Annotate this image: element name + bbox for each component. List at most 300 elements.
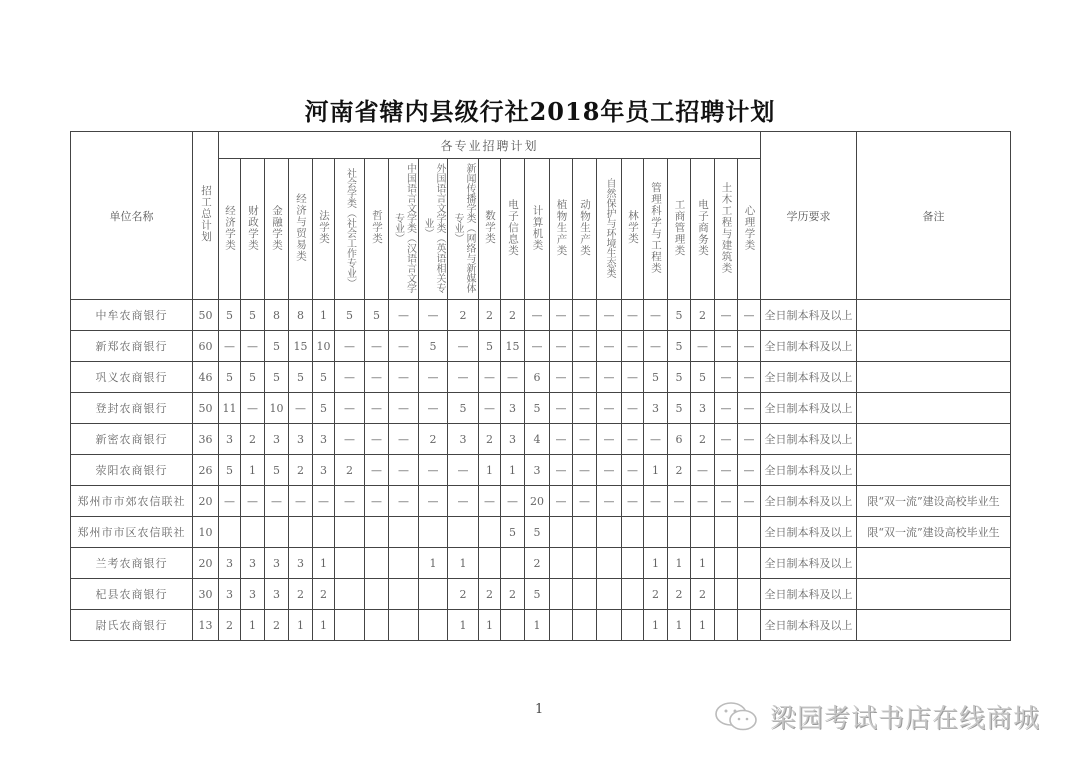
- major-count-cell: [573, 517, 597, 548]
- major-count-cell: 3: [265, 579, 289, 610]
- total-cell: 26: [193, 455, 219, 486]
- major-count-cell: —: [448, 455, 479, 486]
- major-count-cell: [448, 517, 479, 548]
- major-count-cell: 4: [525, 424, 550, 455]
- major-count-cell: [419, 579, 448, 610]
- major-count-cell: —: [365, 486, 389, 517]
- major-count-cell: —: [622, 362, 644, 393]
- major-count-cell: 5: [219, 455, 241, 486]
- major-count-cell: —: [365, 393, 389, 424]
- major-count-cell: 2: [289, 455, 313, 486]
- major-count-cell: 3: [525, 455, 550, 486]
- major-count-cell: —: [573, 393, 597, 424]
- major-header: 经济学类: [219, 159, 241, 300]
- unit-header: 单位名称: [71, 132, 193, 300]
- major-header: 金融学类: [265, 159, 289, 300]
- major-count-cell: 2: [525, 548, 550, 579]
- major-count-cell: 2: [668, 455, 691, 486]
- major-count-cell: 5: [241, 362, 265, 393]
- major-count-cell: 5: [668, 300, 691, 331]
- major-count-cell: [219, 517, 241, 548]
- major-header: 中国语言文学类（汉语言文学专业）: [389, 159, 419, 300]
- major-count-cell: —: [389, 393, 419, 424]
- major-count-cell: —: [335, 331, 365, 362]
- major-count-cell: 5: [644, 362, 668, 393]
- major-count-cell: 15: [289, 331, 313, 362]
- major-count-cell: —: [622, 300, 644, 331]
- major-count-cell: —: [622, 486, 644, 517]
- major-count-cell: [573, 579, 597, 610]
- major-count-cell: —: [738, 424, 761, 455]
- major-count-cell: 5: [219, 362, 241, 393]
- major-count-cell: 1: [289, 610, 313, 641]
- major-count-cell: 5: [335, 300, 365, 331]
- major-count-cell: 5: [219, 300, 241, 331]
- major-count-cell: 2: [289, 579, 313, 610]
- major-count-cell: 5: [365, 300, 389, 331]
- major-count-cell: 6: [525, 362, 550, 393]
- table-row: [71, 610, 1011, 641]
- major-count-cell: 5: [668, 331, 691, 362]
- major-count-cell: —: [289, 393, 313, 424]
- major-count-cell: —: [501, 362, 525, 393]
- major-count-cell: [597, 579, 622, 610]
- major-count-cell: 5: [525, 517, 550, 548]
- major-count-cell: —: [448, 486, 479, 517]
- major-count-cell: —: [550, 393, 573, 424]
- major-header: 电子信息类: [501, 159, 525, 300]
- major-count-cell: —: [335, 486, 365, 517]
- major-count-cell: [738, 517, 761, 548]
- major-count-cell: 1: [644, 548, 668, 579]
- major-count-cell: [715, 548, 738, 579]
- major-count-cell: —: [715, 393, 738, 424]
- major-count-cell: 5: [448, 393, 479, 424]
- major-count-cell: [715, 610, 738, 641]
- major-count-cell: 2: [668, 579, 691, 610]
- major-count-cell: 3: [289, 548, 313, 579]
- major-count-cell: 1: [525, 610, 550, 641]
- major-count-cell: —: [573, 424, 597, 455]
- major-count-cell: —: [419, 362, 448, 393]
- major-count-cell: 3: [219, 424, 241, 455]
- table-row: [71, 393, 1011, 424]
- major-header: 电子商务类: [691, 159, 715, 300]
- major-count-cell: 3: [265, 424, 289, 455]
- major-count-cell: 2: [265, 610, 289, 641]
- major-count-cell: [597, 548, 622, 579]
- major-count-cell: 2: [219, 610, 241, 641]
- major-count-cell: —: [738, 362, 761, 393]
- major-count-cell: 1: [448, 610, 479, 641]
- education-cell: 全日制本科及以上: [761, 610, 857, 641]
- major-count-cell: —: [419, 486, 448, 517]
- major-count-cell: —: [550, 300, 573, 331]
- major-count-cell: 2: [501, 300, 525, 331]
- major-count-cell: 5: [501, 517, 525, 548]
- major-count-cell: 2: [335, 455, 365, 486]
- major-count-cell: —: [691, 455, 715, 486]
- note-cell: [857, 455, 1011, 486]
- unit-name-cell: 郑州市市郊农信联社: [71, 486, 193, 517]
- table-row: [71, 331, 1011, 362]
- major-count-cell: [365, 579, 389, 610]
- major-count-cell: —: [448, 331, 479, 362]
- major-count-cell: [365, 548, 389, 579]
- major-count-cell: [289, 517, 313, 548]
- major-count-cell: 2: [501, 579, 525, 610]
- major-count-cell: —: [501, 486, 525, 517]
- note-header: 备注: [857, 132, 1011, 300]
- unit-name-cell: 荥阳农商银行: [71, 455, 193, 486]
- major-count-cell: 1: [644, 610, 668, 641]
- major-count-cell: 5: [479, 331, 501, 362]
- major-count-cell: 5: [525, 393, 550, 424]
- major-count-cell: —: [715, 362, 738, 393]
- major-count-cell: 5: [419, 331, 448, 362]
- major-count-cell: 20: [525, 486, 550, 517]
- total-cell: 20: [193, 548, 219, 579]
- education-cell: 全日制本科及以上: [761, 300, 857, 331]
- major-count-cell: 3: [313, 424, 335, 455]
- total-cell: 60: [193, 331, 219, 362]
- major-count-cell: [389, 610, 419, 641]
- major-count-cell: —: [622, 424, 644, 455]
- major-count-cell: —: [389, 424, 419, 455]
- major-count-cell: —: [550, 424, 573, 455]
- major-count-cell: —: [573, 486, 597, 517]
- recruitment-table: [70, 131, 1011, 641]
- total-cell: 46: [193, 362, 219, 393]
- major-count-cell: 3: [265, 548, 289, 579]
- major-count-cell: [389, 579, 419, 610]
- table-row: [71, 424, 1011, 455]
- major-count-cell: 5: [265, 455, 289, 486]
- total-cell: 10: [193, 517, 219, 548]
- major-count-cell: 8: [265, 300, 289, 331]
- page-title: 河南省辖内县级行社2018年员工招聘计划: [304, 97, 776, 126]
- major-count-cell: —: [715, 424, 738, 455]
- unit-name-cell: 兰考农商银行: [71, 548, 193, 579]
- major-count-cell: 1: [313, 610, 335, 641]
- major-count-cell: 1: [501, 455, 525, 486]
- major-count-cell: —: [644, 486, 668, 517]
- major-count-cell: —: [365, 455, 389, 486]
- major-header: 林学类: [622, 159, 644, 300]
- education-cell: 全日制本科及以上: [761, 362, 857, 393]
- table-row: [71, 362, 1011, 393]
- table-body: [71, 300, 1011, 641]
- major-count-cell: —: [644, 424, 668, 455]
- major-count-cell: [501, 610, 525, 641]
- major-count-cell: —: [525, 300, 550, 331]
- major-count-cell: [365, 517, 389, 548]
- major-header: 心理学类: [738, 159, 761, 300]
- total-cell: 30: [193, 579, 219, 610]
- major-count-cell: 5: [289, 362, 313, 393]
- major-count-cell: 2: [479, 300, 501, 331]
- wechat-icon: [712, 701, 762, 733]
- major-count-cell: 2: [419, 424, 448, 455]
- major-count-cell: 1: [479, 610, 501, 641]
- major-count-cell: [365, 610, 389, 641]
- major-header: 数学类: [479, 159, 501, 300]
- major-count-cell: —: [479, 362, 501, 393]
- major-header: 经济与贸易类: [289, 159, 313, 300]
- table-row: [71, 455, 1011, 486]
- major-count-cell: —: [389, 331, 419, 362]
- total-cell: 13: [193, 610, 219, 641]
- major-count-cell: 3: [313, 455, 335, 486]
- major-count-cell: 1: [691, 610, 715, 641]
- education-cell: 全日制本科及以上: [761, 393, 857, 424]
- major-count-cell: 3: [501, 424, 525, 455]
- major-count-cell: —: [335, 424, 365, 455]
- major-count-cell: —: [389, 362, 419, 393]
- major-count-cell: —: [622, 455, 644, 486]
- unit-name-cell: 登封农商银行: [71, 393, 193, 424]
- major-header: 植物生产类: [550, 159, 573, 300]
- major-count-cell: 2: [691, 424, 715, 455]
- major-count-cell: —: [597, 424, 622, 455]
- table-row: [71, 548, 1011, 579]
- major-count-cell: —: [389, 300, 419, 331]
- major-count-cell: [335, 548, 365, 579]
- major-count-cell: [573, 548, 597, 579]
- major-count-cell: —: [597, 331, 622, 362]
- major-header: 自然保护与环境生态类: [597, 159, 622, 300]
- major-header: 社会学类（社会工作专业）: [335, 159, 365, 300]
- major-header: 动物生产类: [573, 159, 597, 300]
- major-count-cell: —: [738, 486, 761, 517]
- note-cell: [857, 424, 1011, 455]
- major-count-cell: [335, 610, 365, 641]
- major-count-cell: 3: [448, 424, 479, 455]
- table-row: [71, 517, 1011, 548]
- note-cell: [857, 331, 1011, 362]
- major-count-cell: 1: [313, 548, 335, 579]
- major-count-cell: —: [550, 331, 573, 362]
- table-row: [71, 486, 1011, 517]
- major-count-cell: 3: [691, 393, 715, 424]
- unit-name-cell: 尉氏农商银行: [71, 610, 193, 641]
- major-count-cell: 5: [265, 362, 289, 393]
- major-count-cell: —: [691, 486, 715, 517]
- major-count-cell: [738, 579, 761, 610]
- major-count-cell: —: [448, 362, 479, 393]
- major-count-cell: —: [622, 393, 644, 424]
- watermark-text: 梁园考试书店在线商城: [770, 704, 1041, 734]
- major-count-cell: —: [550, 362, 573, 393]
- major-count-cell: —: [573, 331, 597, 362]
- major-count-cell: [241, 517, 265, 548]
- unit-name-cell: 杞县农商银行: [71, 579, 193, 610]
- major-count-cell: 5: [241, 300, 265, 331]
- major-count-cell: 3: [289, 424, 313, 455]
- note-cell: 限“双一流”建设高校毕业生: [857, 486, 1011, 517]
- total-cell: 36: [193, 424, 219, 455]
- major-count-cell: [738, 548, 761, 579]
- total-cell: 50: [193, 300, 219, 331]
- unit-name-cell: 新密农商银行: [71, 424, 193, 455]
- major-count-cell: [573, 610, 597, 641]
- note-cell: [857, 579, 1011, 610]
- total-cell: 20: [193, 486, 219, 517]
- major-count-cell: —: [241, 393, 265, 424]
- major-count-cell: [419, 610, 448, 641]
- major-header: 哲学类: [365, 159, 389, 300]
- major-header: 外国语言文学类（英语相关专业）: [419, 159, 448, 300]
- major-count-cell: 2: [448, 300, 479, 331]
- major-header: 工商管理类: [668, 159, 691, 300]
- major-count-cell: [335, 517, 365, 548]
- education-header: 学历要求: [761, 132, 857, 300]
- major-header: 计算机类: [525, 159, 550, 300]
- major-count-cell: 3: [501, 393, 525, 424]
- major-count-cell: —: [389, 486, 419, 517]
- major-count-cell: [738, 610, 761, 641]
- major-count-cell: —: [365, 424, 389, 455]
- major-count-cell: [501, 548, 525, 579]
- major-count-cell: 1: [691, 548, 715, 579]
- major-header: 财政学类: [241, 159, 265, 300]
- major-count-cell: —: [573, 300, 597, 331]
- major-count-cell: —: [597, 300, 622, 331]
- major-count-cell: 5: [313, 362, 335, 393]
- note-cell: 限“双一流”建设高校毕业生: [857, 517, 1011, 548]
- major-count-cell: —: [738, 393, 761, 424]
- major-group-header: 各专业招聘计划: [219, 132, 761, 159]
- unit-name-cell: 中牟农商银行: [71, 300, 193, 331]
- education-cell: 全日制本科及以上: [761, 455, 857, 486]
- major-header: 新闻传播学类（网络与新媒体专业）: [448, 159, 479, 300]
- major-count-cell: 1: [241, 610, 265, 641]
- note-cell: [857, 610, 1011, 641]
- major-count-cell: —: [597, 486, 622, 517]
- major-count-cell: —: [479, 486, 501, 517]
- total-header: 招工总计划: [193, 132, 219, 300]
- major-count-cell: —: [738, 455, 761, 486]
- major-count-cell: 3: [241, 579, 265, 610]
- major-count-cell: —: [668, 486, 691, 517]
- major-count-cell: 2: [691, 300, 715, 331]
- major-count-cell: [715, 579, 738, 610]
- major-count-cell: 2: [644, 579, 668, 610]
- major-count-cell: 11: [219, 393, 241, 424]
- major-count-cell: [622, 517, 644, 548]
- major-count-cell: —: [644, 300, 668, 331]
- major-count-cell: 5: [668, 362, 691, 393]
- major-count-cell: —: [738, 300, 761, 331]
- major-count-cell: —: [597, 393, 622, 424]
- major-count-cell: —: [738, 331, 761, 362]
- major-count-cell: 3: [241, 548, 265, 579]
- major-count-cell: —: [419, 300, 448, 331]
- major-count-cell: —: [715, 331, 738, 362]
- major-count-cell: 3: [219, 548, 241, 579]
- major-count-cell: —: [622, 331, 644, 362]
- major-count-cell: [597, 610, 622, 641]
- major-count-cell: 1: [668, 610, 691, 641]
- major-count-cell: —: [691, 331, 715, 362]
- major-count-cell: —: [313, 486, 335, 517]
- major-count-cell: [313, 517, 335, 548]
- major-count-cell: 3: [219, 579, 241, 610]
- major-count-cell: —: [365, 331, 389, 362]
- education-cell: 全日制本科及以上: [761, 548, 857, 579]
- major-count-cell: —: [335, 362, 365, 393]
- major-count-cell: —: [265, 486, 289, 517]
- major-count-cell: [389, 548, 419, 579]
- major-count-cell: [479, 517, 501, 548]
- unit-name-cell: 巩义农商银行: [71, 362, 193, 393]
- major-count-cell: 1: [479, 455, 501, 486]
- major-count-cell: 2: [691, 579, 715, 610]
- note-cell: [857, 548, 1011, 579]
- major-count-cell: —: [525, 331, 550, 362]
- major-count-cell: —: [573, 455, 597, 486]
- table-row: [71, 300, 1011, 331]
- major-count-cell: —: [715, 455, 738, 486]
- major-count-cell: 1: [644, 455, 668, 486]
- education-cell: 全日制本科及以上: [761, 486, 857, 517]
- major-count-cell: —: [419, 455, 448, 486]
- major-count-cell: [622, 548, 644, 579]
- major-count-cell: [550, 579, 573, 610]
- major-count-cell: [389, 517, 419, 548]
- major-count-cell: [644, 517, 668, 548]
- major-count-cell: —: [644, 331, 668, 362]
- major-count-cell: 10: [265, 393, 289, 424]
- note-cell: [857, 300, 1011, 331]
- education-cell: 全日制本科及以上: [761, 579, 857, 610]
- major-count-cell: [550, 610, 573, 641]
- major-count-cell: —: [289, 486, 313, 517]
- major-count-cell: 2: [241, 424, 265, 455]
- major-count-cell: [335, 579, 365, 610]
- major-count-cell: 1: [313, 300, 335, 331]
- table-row: [71, 579, 1011, 610]
- major-count-cell: [715, 517, 738, 548]
- education-cell: 全日制本科及以上: [761, 517, 857, 548]
- major-count-cell: —: [365, 362, 389, 393]
- major-count-cell: 1: [668, 548, 691, 579]
- major-count-cell: —: [419, 393, 448, 424]
- major-count-cell: 2: [313, 579, 335, 610]
- major-count-cell: [550, 548, 573, 579]
- major-count-cell: —: [389, 455, 419, 486]
- major-count-cell: —: [550, 455, 573, 486]
- major-count-cell: [479, 548, 501, 579]
- major-count-cell: 2: [448, 579, 479, 610]
- major-count-cell: [622, 610, 644, 641]
- unit-name-cell: 新郑农商银行: [71, 331, 193, 362]
- major-count-cell: —: [550, 486, 573, 517]
- major-count-cell: —: [573, 362, 597, 393]
- major-count-cell: [265, 517, 289, 548]
- major-count-cell: [668, 517, 691, 548]
- page-number: 1: [535, 702, 544, 717]
- major-count-cell: 2: [479, 579, 501, 610]
- major-header: 土木工程与建筑类: [715, 159, 738, 300]
- major-count-cell: 1: [419, 548, 448, 579]
- major-count-cell: [550, 517, 573, 548]
- major-count-cell: —: [715, 486, 738, 517]
- total-cell: 50: [193, 393, 219, 424]
- major-count-cell: —: [335, 393, 365, 424]
- major-count-cell: 1: [241, 455, 265, 486]
- watermark: [712, 698, 1040, 735]
